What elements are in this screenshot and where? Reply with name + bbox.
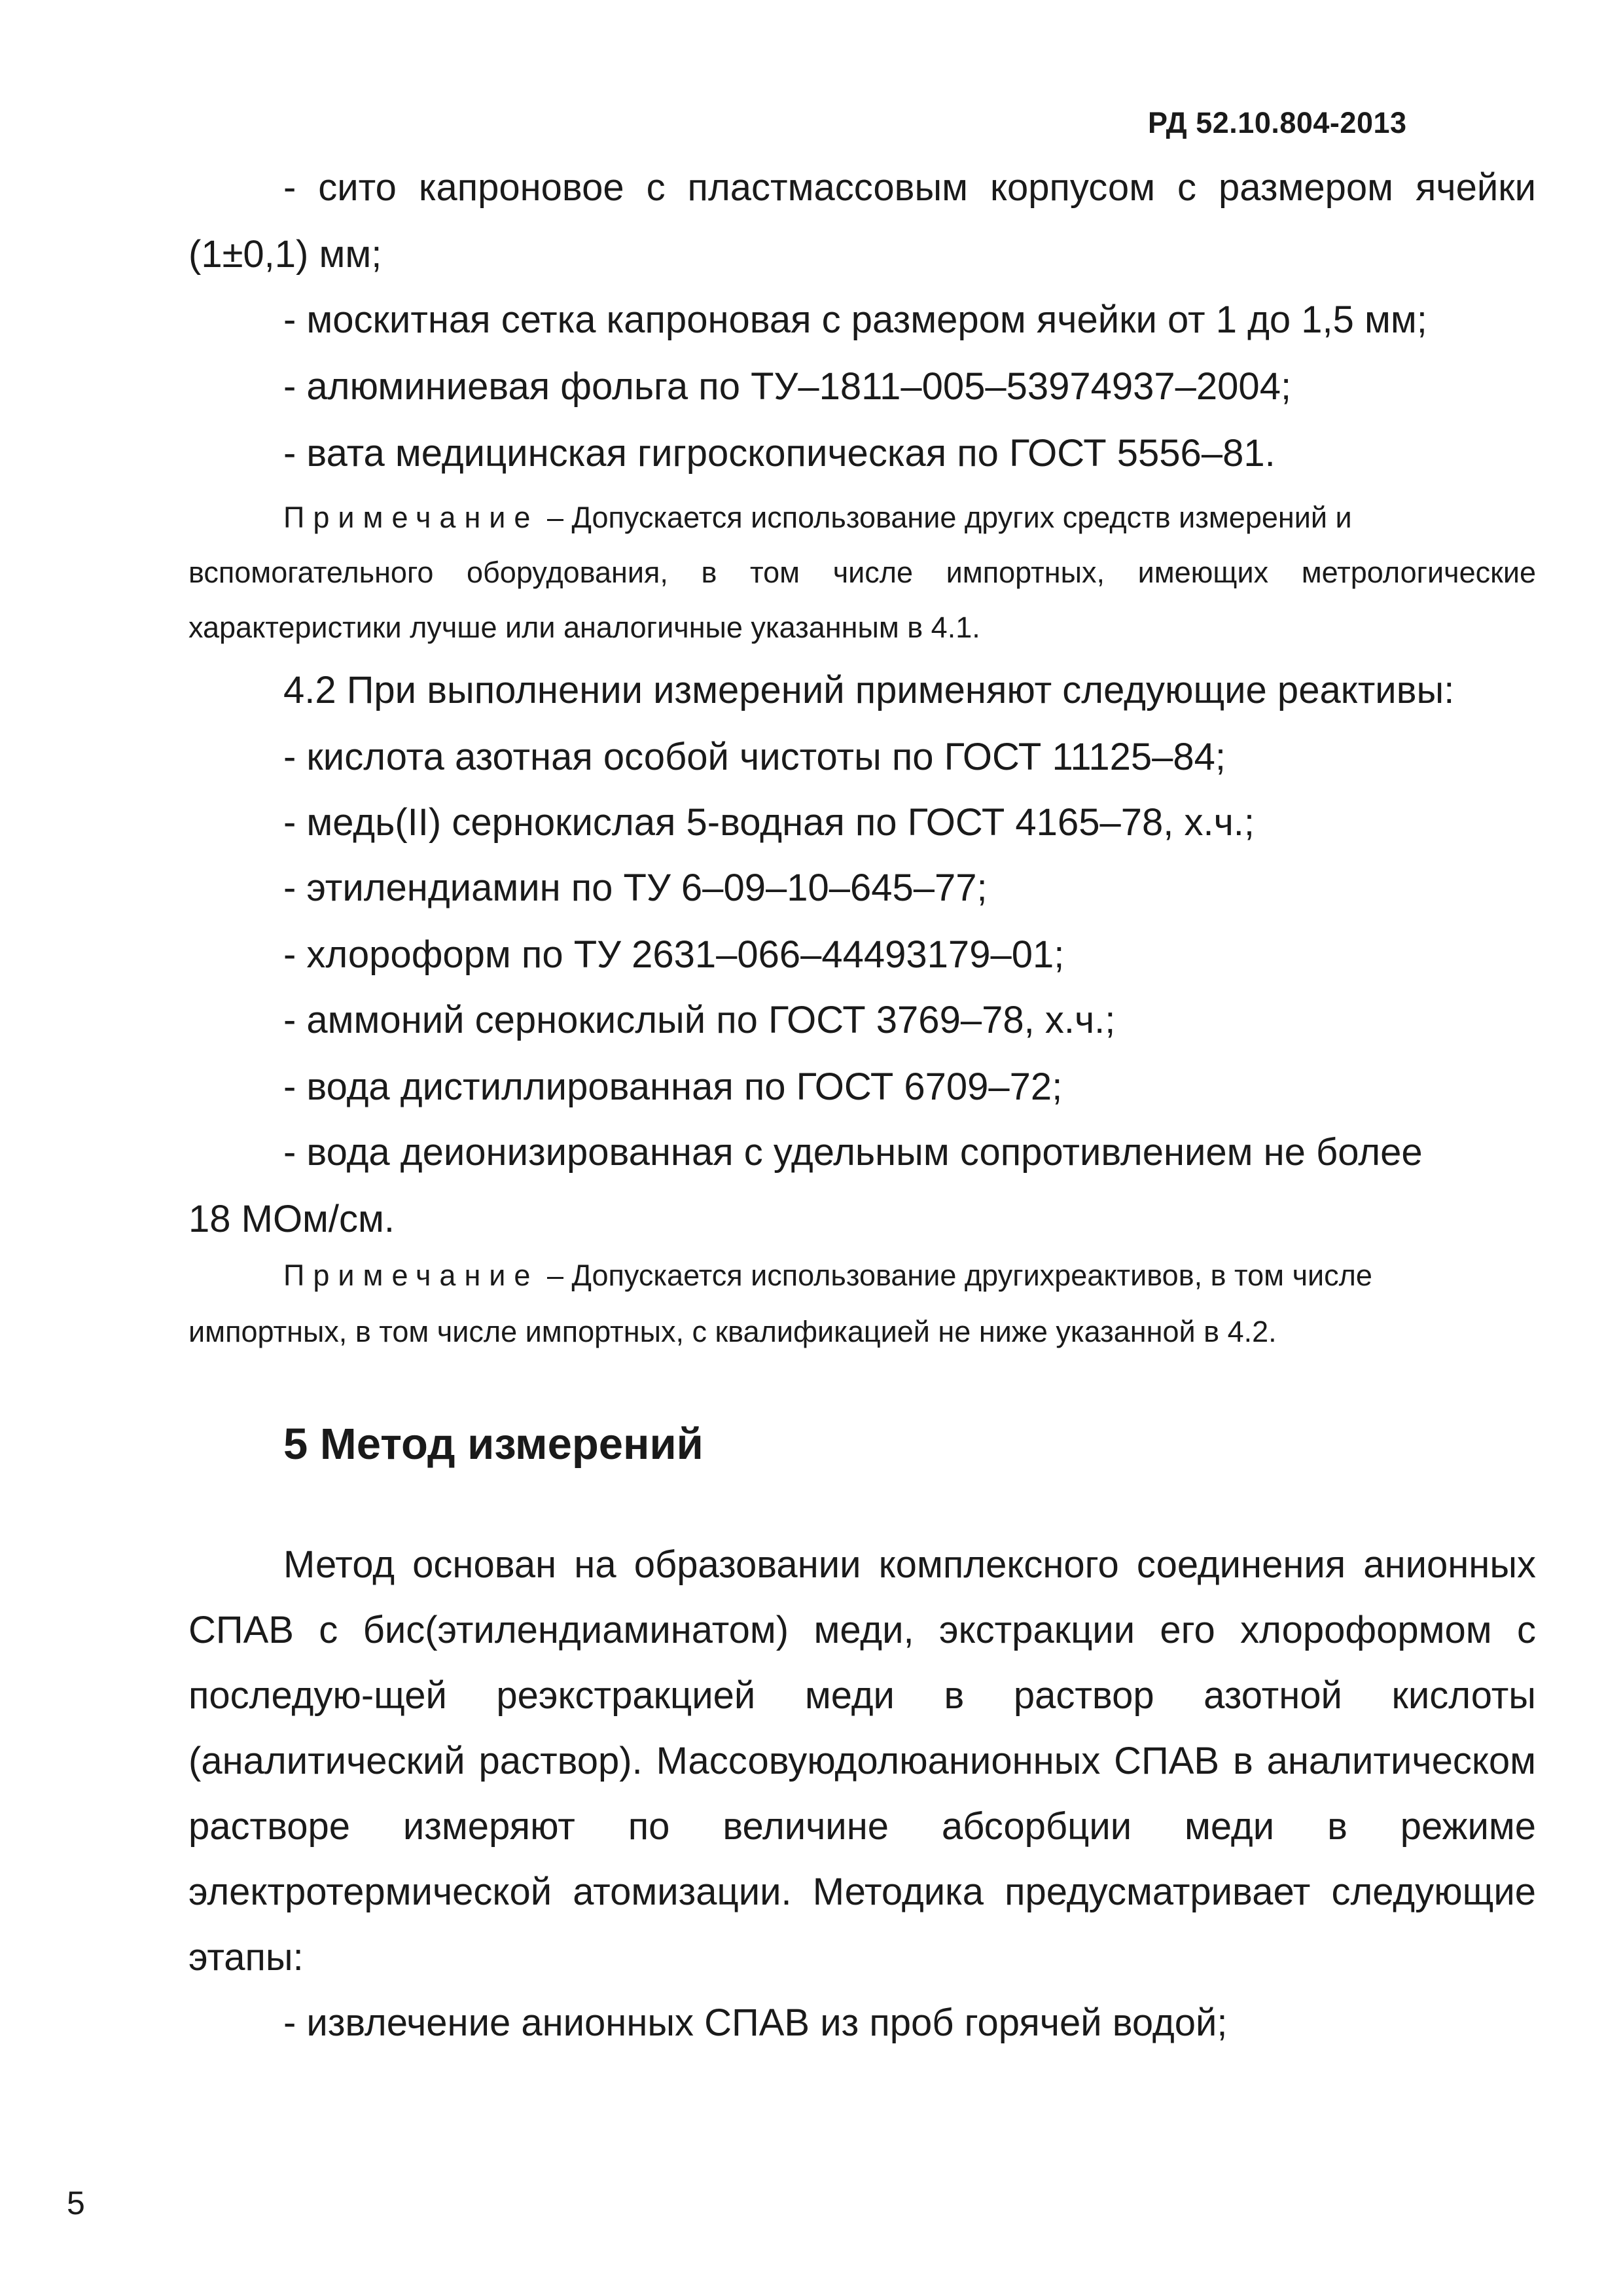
paragraph-line: этапы: (188, 1936, 304, 1979)
paragraph-line: СПАВ с бис(этилендиаминатом) меди, экстракции его хлороформом с (188, 1609, 1536, 1651)
page-number: 5 (67, 2185, 85, 2221)
list-item: - алюминиевая фольга по ТУ–1811–005–53974937–2004; (283, 365, 1292, 408)
list-item: - москитная сетка капроновая с размером ячейки от 1 до 1,5 мм; (283, 298, 1427, 341)
list-item: - вода дистиллированная по ГОСТ 6709–72; (283, 1066, 1063, 1108)
note-text: – Допускается использование других средств измерений и (539, 501, 1352, 534)
paragraph-line: (аналитический раствор). Массовуюдолюанионных СПАВ в аналитическом (188, 1740, 1536, 1782)
list-item: - хлороформ по ТУ 2631–066–44493179–01; (283, 933, 1065, 976)
paragraph-line: электротермической атомизации. Методика предусматривает следующие (188, 1871, 1536, 1913)
list-item: - вата медицинская гигроскопическая по ГОСТ 5556–81. (283, 432, 1275, 475)
list-item-continuation: (1±0,1) мм; (188, 233, 382, 276)
list-item: - сито капроновое с пластмассовым корпусом с размером ячейки (283, 166, 1536, 209)
section-4-2-intro: 4.2 При выполнении измерений применяют следующие реактивы: (283, 669, 1455, 711)
paragraph-line: Метод основан на образовании комплексного соединения анионных (283, 1543, 1536, 1586)
list-item: - этилендиамин по ТУ 6–09–10–645–77; (283, 867, 988, 909)
paragraph-line: последую-щей реэкстракцией меди в раствор азотной кислоты (188, 1674, 1536, 1717)
list-item: - вода деионизированная с удельным сопротивлением не более (283, 1131, 1423, 1174)
note-label: Примечание (283, 1259, 539, 1292)
paragraph-line: растворе измеряют по величине абсорбции меди в режиме (188, 1805, 1536, 1848)
note-2-line-1 (283, 1261, 1372, 1290)
note-2-line-2: импортных, в том числе импортных, с квалификацией не ниже указанной в 4.2. (188, 1315, 1277, 1348)
note-text: – Допускается использование другихреактивов, в том числе (539, 1259, 1372, 1292)
list-item: - кислота азотная особой чистоты по ГОСТ 11125–84; (283, 736, 1226, 778)
note-label: Примечание (283, 501, 539, 534)
document-code: РД 52.10.804-2013 (1148, 106, 1407, 139)
list-item: - аммоний сернокислый по ГОСТ 3769–78, х.ч.; (283, 999, 1116, 1041)
note-1-line-1 (283, 503, 1352, 532)
list-item: - извлечение анионных СПАВ из проб горячей водой; (283, 2001, 1228, 2044)
note-1-line-3: характеристики лучше или аналогичные указанным в 4.1. (188, 611, 980, 644)
note-1-line-2: вспомогательного оборудования, в том числе импортных, имеющих метрологические (188, 556, 1536, 589)
list-item-continuation: 18 МОм/см. (188, 1198, 395, 1240)
section-heading: 5 Метод измерений (283, 1420, 704, 1469)
list-item: - медь(II) сернокислая 5-водная по ГОСТ 4165–78, х.ч.; (283, 801, 1255, 844)
